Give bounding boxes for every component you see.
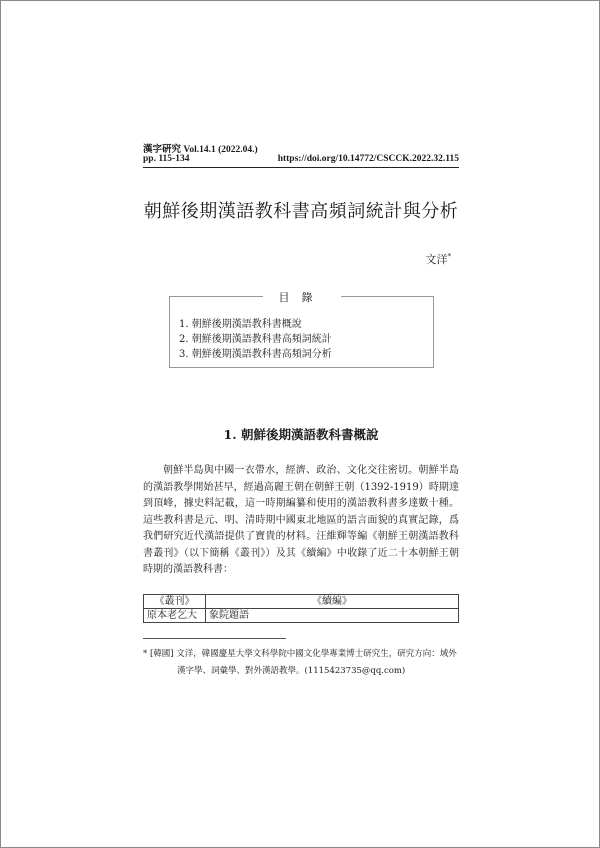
table-of-contents — [169, 291, 434, 368]
textbook-table — [143, 594, 459, 623]
header-line — [143, 154, 459, 164]
footnote-line: 漢字學、詞彙學、對外漢語教學。(1115423735@qq.com) — [177, 666, 406, 676]
section-heading: 1. 朝鮮後期漢語教科書概說 — [223, 427, 379, 442]
table-header-cell: 《續編》 — [206, 595, 459, 609]
footnote-line: * [韓國] 文洋，韓國慶星大學文科學院中國文化學專業博士研究生，研究方向：域外 — [143, 649, 457, 659]
header-rule — [143, 167, 459, 168]
author-footnote-mark: * — [447, 252, 451, 261]
toc-item: 3. 朝鮮後期漢語教科書高頻詞分析 — [179, 349, 332, 360]
table-cell: 原本老乞大 — [144, 609, 206, 623]
author — [426, 251, 452, 267]
table-header-row — [144, 595, 459, 609]
toc-list — [179, 317, 332, 362]
toc-item: 1. 朝鮮後期漢語教科書概說 — [179, 319, 302, 330]
footnote-rule — [143, 638, 286, 639]
toc-item: 2. 朝鮮後期漢語教科書高頻詞統計 — [179, 334, 332, 345]
toc-heading: 目錄 — [263, 289, 341, 305]
doi-link[interactable]: https://doi.org/10.14772/CSCCK.2022.32.115 — [277, 154, 459, 164]
author-name: 文洋 — [425, 253, 448, 266]
paper-title: 朝鮮後期漢語教科書高頻詞統計與分析 — [143, 201, 459, 222]
journal-info: 漢字硏究 Vol.14.1 (2022.04.) — [143, 145, 258, 155]
table-row — [144, 609, 459, 623]
table-cell: 象院題語 — [206, 609, 459, 623]
page-range: pp. 115-134 — [143, 154, 190, 164]
table-header-cell: 《叢刊》 — [144, 595, 206, 609]
footnote — [143, 646, 461, 680]
body-paragraph: 朝鮮半島與中國一衣帶水，經濟、政治、文化交往密切。朝鮮半島的漢語教學開始甚早，經過高麗王朝在朝鮮王朝（1392-1919）時期達到頂峰，據史料記載，這一時期編纂和使用的漢語教科書多達數十種。這些教科書是元、明、清時期中國東北地區的語言面貌的真實記錄，爲我們研究近代漢語提供了寶貴的材料。汪維輝等編《朝鮮王朝漢語教科書叢刊》（以下簡稱《叢刊》）及其《續編》中收錄了近二十本朝鮮王朝時期的漢語教科書： — [143, 465, 459, 575]
